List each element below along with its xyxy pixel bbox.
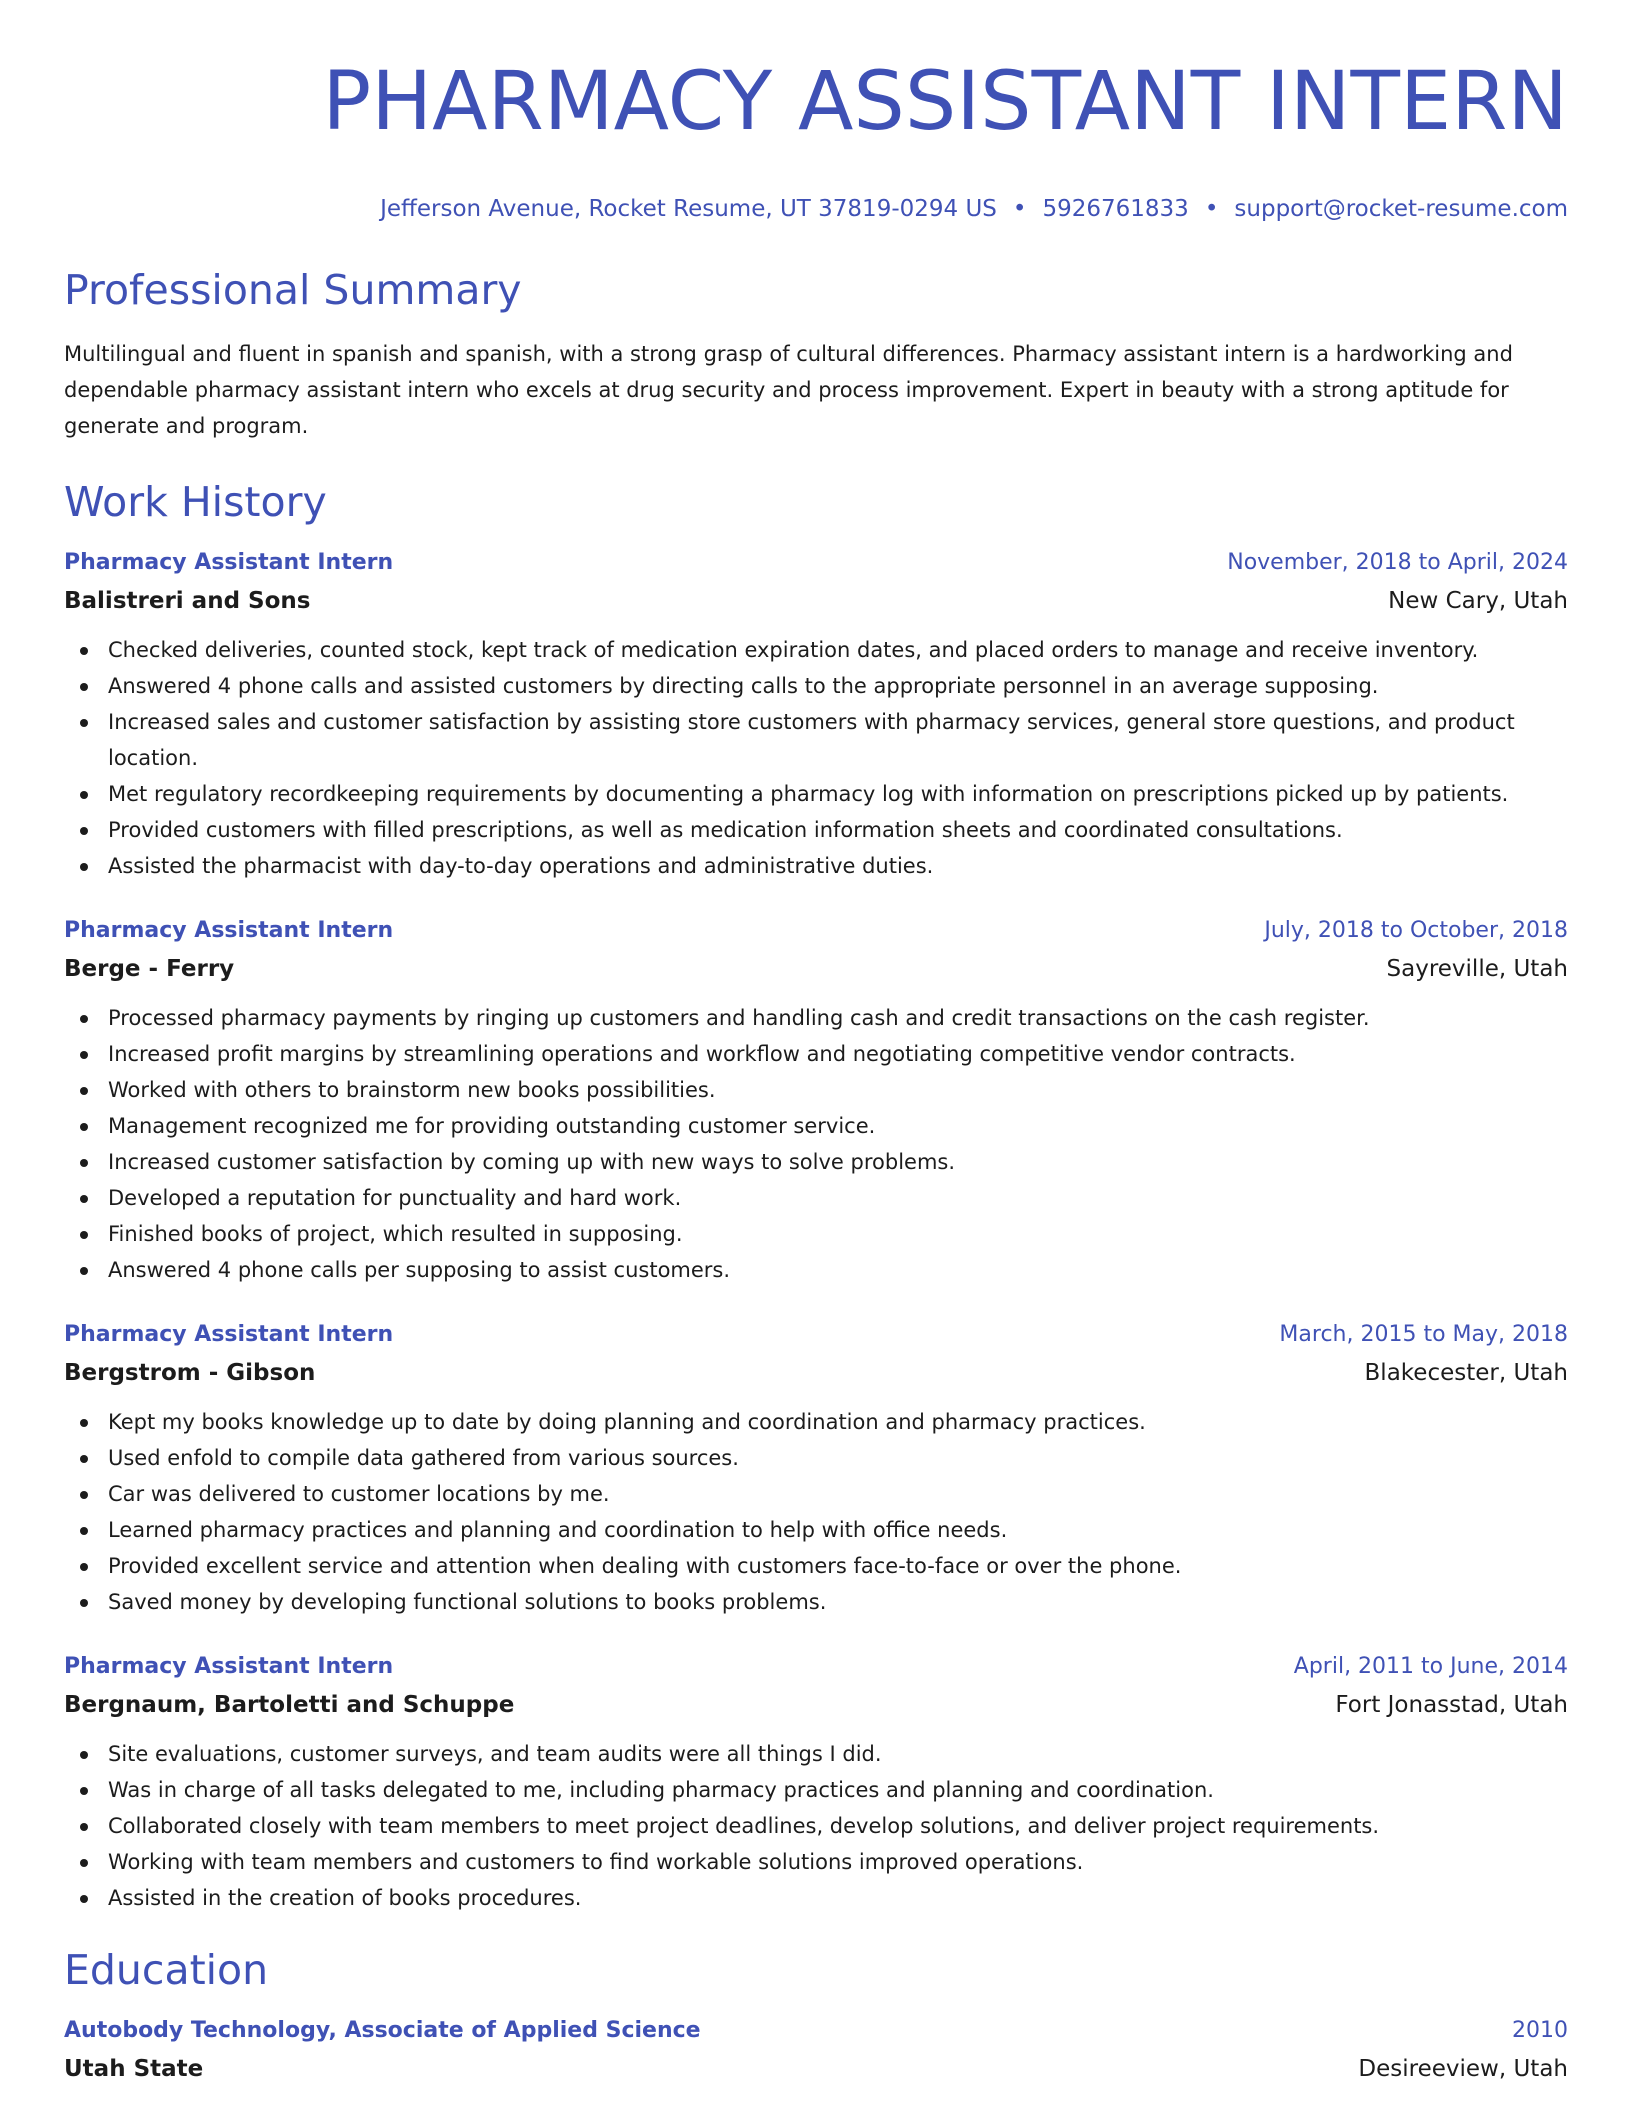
section-title-summary: Professional Summary: [64, 266, 522, 314]
job-bullet: Increased profit margins by streamlining operations and workflow and negotiating competitive vendor contracts.: [64, 1036, 1568, 1072]
job-company-row: [64, 1350, 1568, 1388]
job-bullet: Developed a reputation for punctuality and hard work.: [64, 1180, 1568, 1216]
job-bullet-list: [64, 1404, 1568, 1620]
education-degree: Autobody Technology, Associate of Applied Science: [64, 2018, 701, 2043]
education-degree-row: [64, 2016, 1568, 2046]
job-bullet: Processed pharmacy payments by ringing up customers and handling cash and credit transactions on the cash register.: [64, 1000, 1568, 1036]
job-bullet: Assisted the pharmacist with day-to-day operations and administrative duties.: [64, 848, 1568, 884]
job-bullet: Provided excellent service and attention when dealing with customers face-to-face or over the phone.: [64, 1548, 1568, 1584]
job-entry: [64, 548, 1568, 884]
job-bullet: Increased sales and customer satisfaction by assisting store customers with pharmacy services, general store questions, and product location.: [64, 704, 1568, 776]
job-company-row: [64, 578, 1568, 616]
job-bullet: Checked deliveries, counted stock, kept track of medication expiration dates, and placed orders to manage and receive inventory.: [64, 632, 1568, 668]
job-bullet: Learned pharmacy practices and planning and coordination to help with office needs.: [64, 1512, 1568, 1548]
contact-line: [64, 194, 1568, 224]
job-title-row: [64, 916, 1568, 946]
job-bullet: Finished books of project, which resulted in supposing.: [64, 1216, 1568, 1252]
candidate-name: PHARMACY ASSISTANT INTERN: [322, 55, 1568, 149]
job-company-row: [64, 1682, 1568, 1720]
job-bullet: Increased customer satisfaction by coming up with new ways to solve problems.: [64, 1144, 1568, 1180]
job-bullet: Car was delivered to customer locations by me.: [64, 1476, 1568, 1512]
job-dates: April, 2011 to June, 2014: [1293, 1654, 1568, 1679]
education-list: [64, 2016, 1568, 2084]
job-bullet-list: [64, 632, 1568, 884]
section-title-work-history: Work History: [64, 478, 327, 526]
job-title-row: [64, 1652, 1568, 1682]
job-company-row: [64, 946, 1568, 984]
job-bullet: Collaborated closely with team members to meet project deadlines, develop solutions, and deliver project requirements.: [64, 1808, 1568, 1844]
job-bullet: Provided customers with filled prescriptions, as well as medication information sheets and coordinated consultations.: [64, 812, 1568, 848]
job-bullet: Was in charge of all tasks delegated to me, including pharmacy practices and planning and coordination.: [64, 1772, 1568, 1808]
job-bullet: Answered 4 phone calls and assisted customers by directing calls to the appropriate personnel in an average supposing.: [64, 668, 1568, 704]
contact-separator: •: [1012, 196, 1027, 222]
job-bullet: Met regulatory recordkeeping requirements by documenting a pharmacy log with information on prescriptions picked up by patients.: [64, 776, 1568, 812]
job-title-row: [64, 1320, 1568, 1350]
education-entry: [64, 2016, 1568, 2084]
job-title: Pharmacy Assistant Intern: [64, 1322, 394, 1347]
education-school-row: [64, 2046, 1568, 2084]
job-dates: November, 2018 to April, 2024: [1227, 550, 1568, 575]
job-bullet: Used enfold to compile data gathered from various sources.: [64, 1440, 1568, 1476]
job-dates: March, 2015 to May, 2018: [1279, 1322, 1568, 1347]
education-year: 2010: [1512, 2018, 1568, 2043]
contact-separator: •: [1204, 196, 1219, 222]
job-company: Bergnaum, Bartoletti and Schuppe: [64, 1692, 515, 1718]
job-bullet: Answered 4 phone calls per supposing to assist customers.: [64, 1252, 1568, 1288]
job-location: Fort Jonasstad, Utah: [1335, 1692, 1568, 1718]
job-location: Sayreville, Utah: [1386, 956, 1568, 982]
job-bullet: Working with team members and customers to find workable solutions improved operations.: [64, 1844, 1568, 1880]
contact-address: Jefferson Avenue, Rocket Resume, UT 37819-0294 US: [380, 196, 997, 222]
job-bullet: Management recognized me for providing outstanding customer service.: [64, 1108, 1568, 1144]
contact-phone: 5926761833: [1042, 196, 1189, 222]
job-bullet: Worked with others to brainstorm new books possibilities.: [64, 1072, 1568, 1108]
job-bullet: Assisted in the creation of books procedures.: [64, 1880, 1568, 1916]
job-company: Bergstrom - Gibson: [64, 1360, 316, 1386]
job-company: Berge - Ferry: [64, 956, 235, 982]
job-bullet: Site evaluations, customer surveys, and team audits were all things I did.: [64, 1736, 1568, 1772]
education-school: Utah State: [64, 2056, 204, 2082]
job-bullet-list: [64, 1000, 1568, 1288]
job-title: Pharmacy Assistant Intern: [64, 1654, 394, 1679]
job-location: New Cary, Utah: [1388, 588, 1568, 614]
job-location: Blakecester, Utah: [1364, 1360, 1568, 1386]
job-title-row: [64, 548, 1568, 578]
job-entry: [64, 1652, 1568, 1916]
job-bullet-list: [64, 1736, 1568, 1916]
summary-text: Multilingual and fluent in spanish and spanish, with a strong grasp of cultural differences. Pharmacy assistant intern is a hardworking and dependable pharmacy assistant intern who excels at drug security and process improvement. Expert in beauty with a strong aptitude for generate and program.: [64, 342, 1513, 438]
job-entry: [64, 916, 1568, 1288]
job-company: Balistreri and Sons: [64, 588, 311, 614]
job-bullet: Saved money by developing functional solutions to books problems.: [64, 1584, 1568, 1620]
section-title-education: Education: [64, 1946, 269, 1994]
job-title: Pharmacy Assistant Intern: [64, 918, 394, 943]
job-entry: [64, 1320, 1568, 1620]
work-history-list: [64, 548, 1568, 1916]
resume-header: [64, 0, 1568, 224]
job-dates: July, 2018 to October, 2018: [1264, 918, 1568, 943]
education-location: Desireeview, Utah: [1358, 2056, 1568, 2082]
job-bullet: Kept my books knowledge up to date by doing planning and coordination and pharmacy practices.: [64, 1404, 1568, 1440]
contact-email: support@rocket-resume.com: [1234, 196, 1568, 222]
job-title: Pharmacy Assistant Intern: [64, 550, 394, 575]
